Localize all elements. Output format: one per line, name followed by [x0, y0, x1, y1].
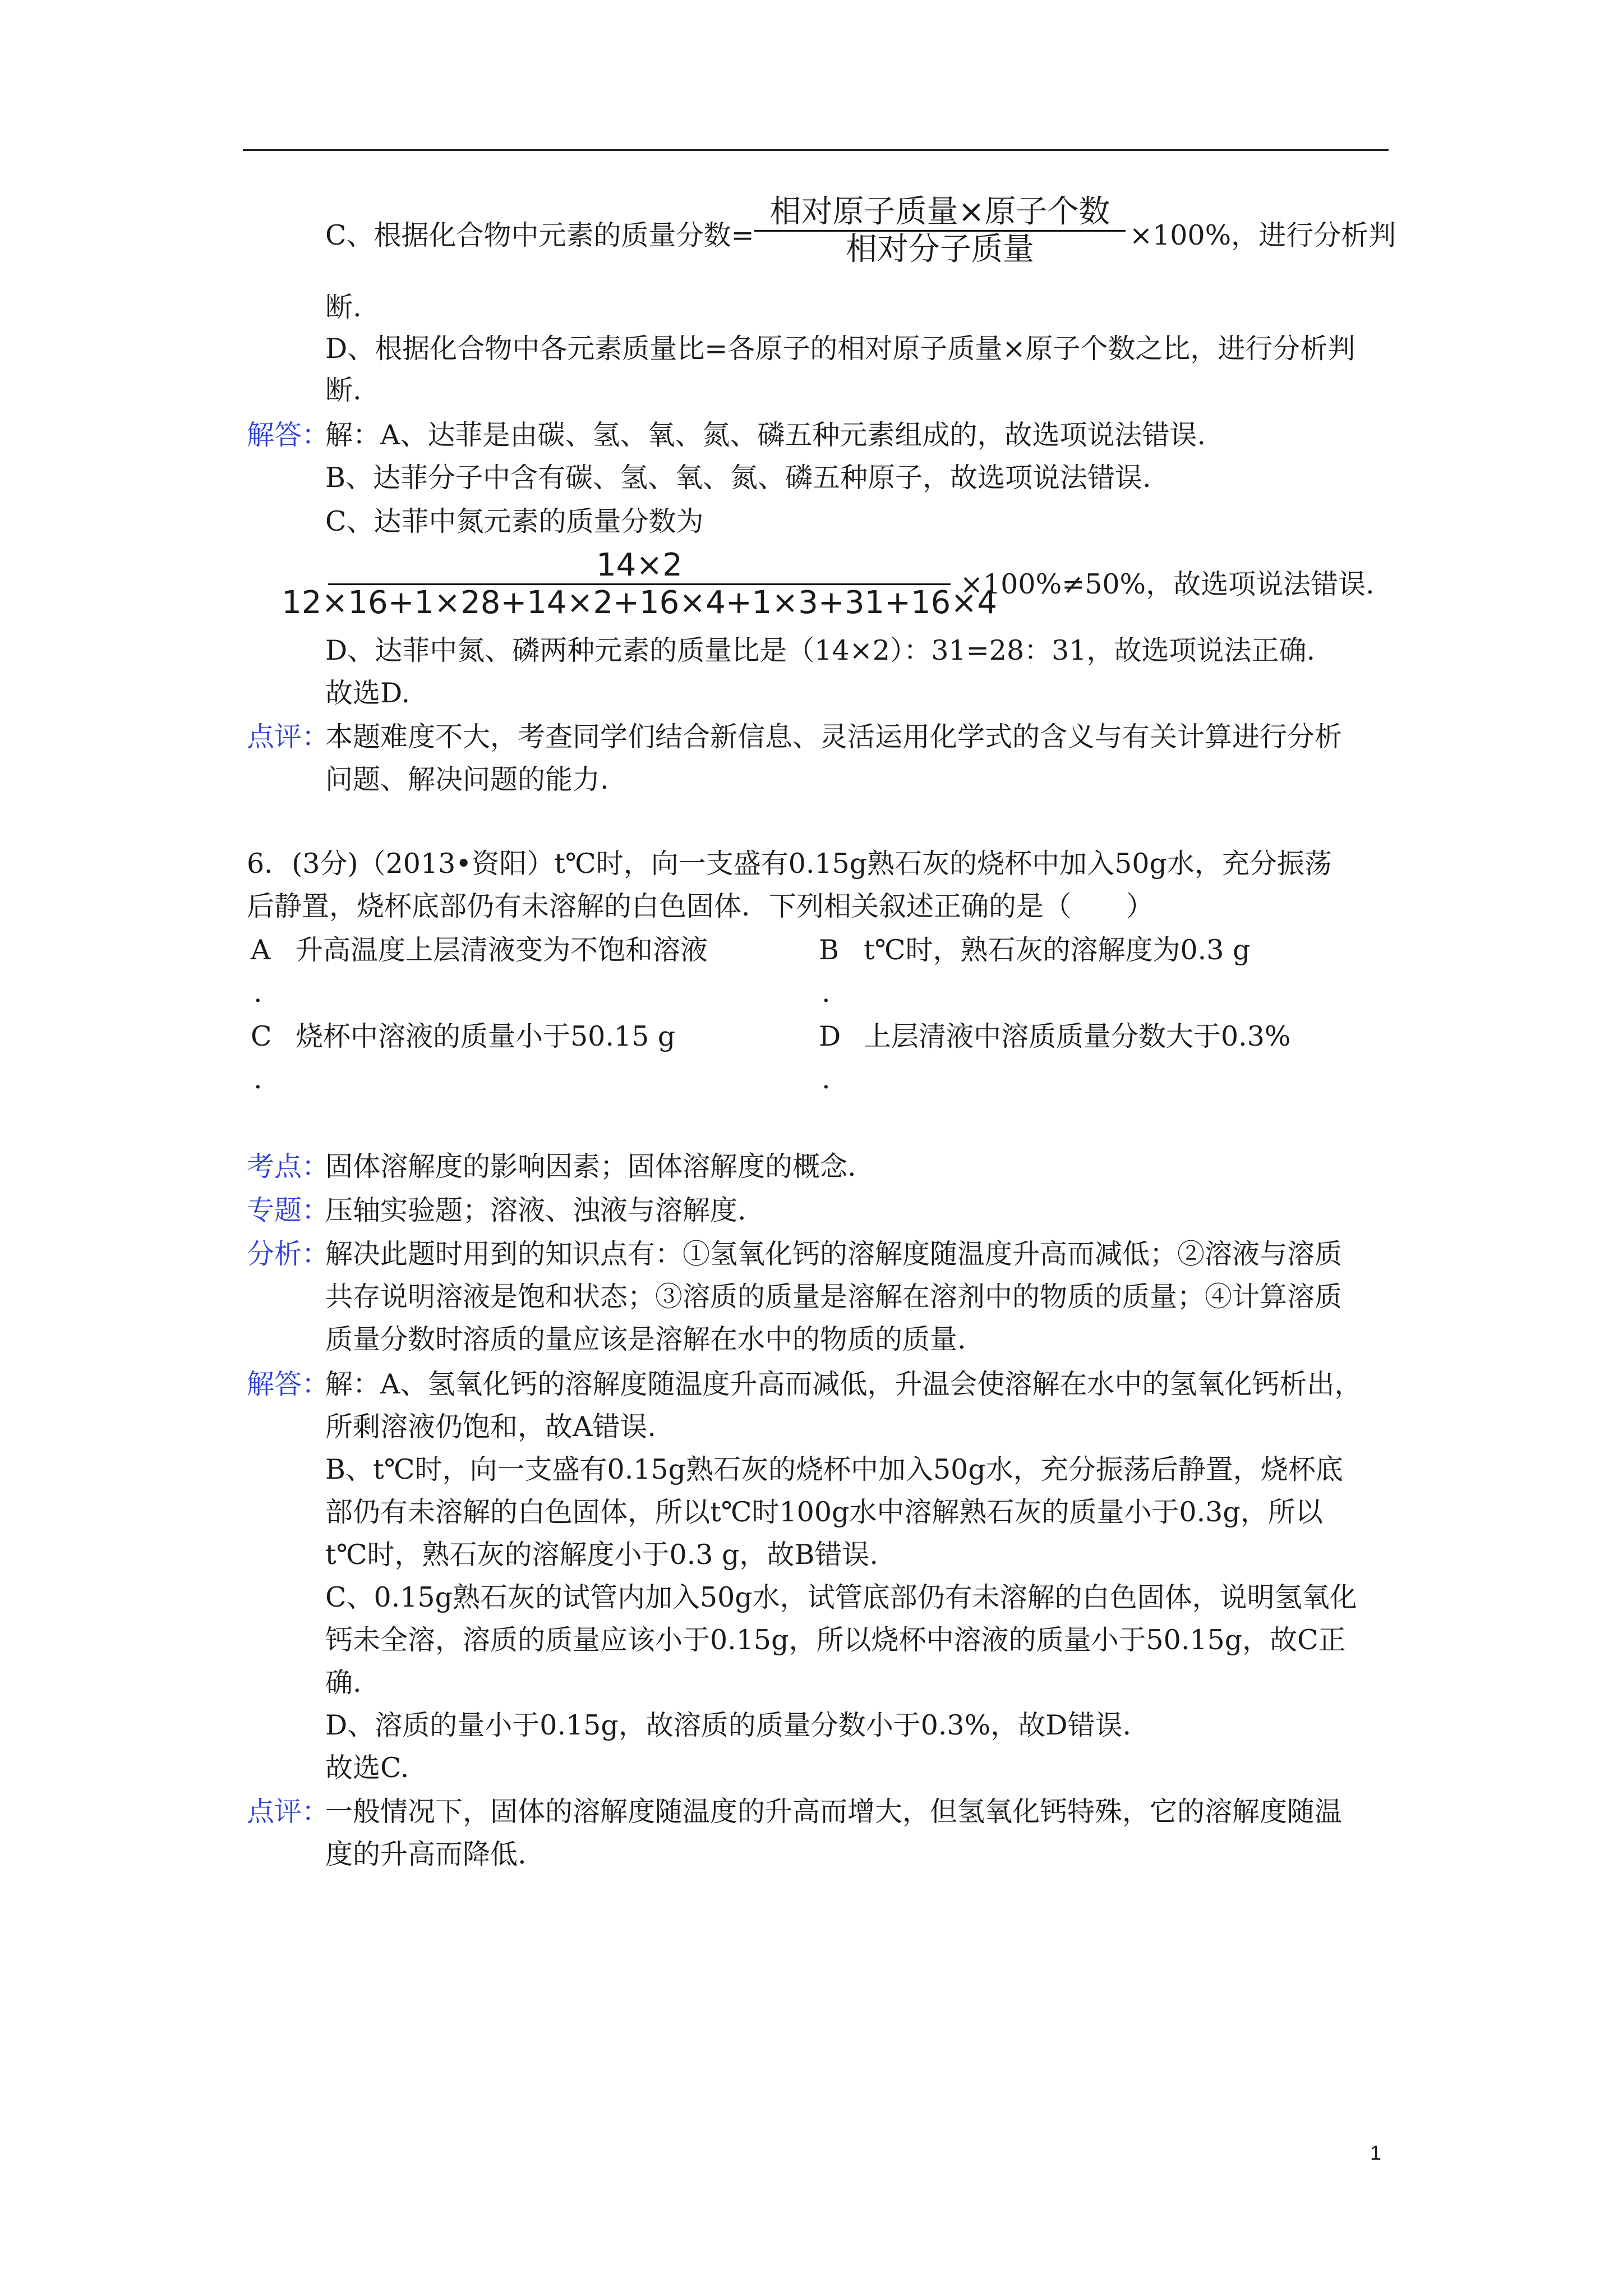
sol5-answer-fraction-suffix: ×100%≠50%，故选项说法错误.: [960, 568, 1375, 600]
q6-option-d-letter: D: [819, 1020, 841, 1052]
q6-kaodian-label: 考点：: [247, 1151, 330, 1182]
sol5-comment-line1: 本题难度不大，考查同学们结合新信息、灵活运用化学式的含义与有关计算进行分析: [325, 721, 1343, 753]
q6-dianping-line1: 一般情况下，固体的溶解度随温度的升高而增大，但氢氧化钙特殊，它的溶解度随温: [325, 1796, 1343, 1828]
q6-option-a-text: 升高温度上层清液变为不饱和溶液: [296, 934, 708, 966]
q6-option-d-text: 上层清液中溶质质量分数大于0.3%: [864, 1020, 1291, 1052]
q6-option-c-text: 烧杯中溶液的质量小于50.15 g: [296, 1020, 676, 1052]
q6-option-b-letter: B: [819, 934, 840, 966]
sol5-answer-final: 故选D.: [325, 677, 411, 709]
fraction-numerator: 相对原子质量×原子个数: [769, 194, 1110, 230]
q6-fenxi-line2: 共存说明溶液是饱和状态；③溶质的质量是溶解在溶剂中的物质的质量；④计算溶质: [325, 1281, 1343, 1313]
q6-stem-line1: 6．(3分)（2013•资阳）t℃时，向一支盛有0.15g熟石灰的烧杯中加入50g水，充分振荡: [247, 848, 1332, 880]
q6-zhuanti-label: 专题：: [247, 1194, 330, 1226]
q6-jieda-line8: 确.: [325, 1667, 362, 1699]
sol5-answer-a: 解：A、达菲是由碳、氢、氧、氮、磷五种元素组成的，故选项说法错误.: [325, 419, 1206, 451]
sol5-answer-c: C、达菲中氮元素的质量分数为: [325, 505, 704, 537]
q6-option-c-letter: C: [251, 1020, 272, 1052]
sol5-c-cont: 断.: [325, 291, 362, 323]
q6-jieda-line6: C、0.15g熟石灰的试管内加入50g水，试管底部仍有未溶解的白色固体，说明氢氧化: [325, 1581, 1357, 1613]
q6-kaodian: 固体溶解度的影响因素；固体溶解度的概念.: [325, 1151, 856, 1182]
q6-jieda-line9: D、溶质的量小于0.15g，故溶质的质量分数小于0.3%，故D错误.: [325, 1709, 1132, 1741]
sol5-d-line: D、根据化合物中各元素质量比=各原子的相对原子质量×原子个数之比，进行分析判: [325, 333, 1355, 365]
q6-dianping-label: 点评：: [247, 1796, 330, 1828]
q6-zhuanti: 压轴实验题；溶液、浊液与溶解度.: [325, 1194, 746, 1226]
q6-jieda-line3: B、t℃时，向一支盛有0.15g熟石灰的烧杯中加入50g水，充分振荡后静置，烧杯底: [325, 1453, 1343, 1485]
q6-jieda-line5: t℃时，熟石灰的溶解度小于0.3 g，故B错误.: [325, 1539, 878, 1571]
q6-option-b-text: t℃时，熟石灰的溶解度为0.3 g: [864, 934, 1251, 966]
sol5-comment-line2: 问题、解决问题的能力.: [325, 763, 609, 795]
sol5-d-cont: 断.: [325, 374, 362, 406]
sol5-answer-label: 解答：: [247, 419, 330, 451]
q6-option-a-letter: A: [251, 934, 271, 966]
sol5-answer-d: D、达菲中氮、磷两种元素的质量比是（14×2）：31=28：31，故选项说法正确.: [325, 634, 1316, 666]
sol5-answer-fraction: [282, 547, 997, 621]
q6-jieda-line2: 所剩溶液仍饱和，故A错误.: [325, 1411, 656, 1443]
sol5-c-prefix: C、根据化合物中元素的质量分数=: [325, 219, 754, 251]
q6-option-b-dot: .: [822, 977, 831, 1009]
q6-jieda-line7: 钙未全溶，溶质的质量应该小于0.15g，所以烧杯中溶液的质量小于50.15g，故C正: [325, 1624, 1346, 1656]
q6-jieda-line1: 解：A、氢氧化钙的溶解度随温度升高而减低，升温会使溶解在水中的氢氧化钙析出，: [325, 1368, 1362, 1400]
q6-fenxi-line3: 质量分数时溶质的量应该是溶解在水中的物质的质量.: [325, 1323, 966, 1355]
sol5-comment-label: 点评：: [247, 721, 330, 753]
fraction-denominator: 12×16+1×28+14×2+16×4+1×3+31+16×4: [282, 585, 997, 621]
sol5-answer-b: B、达菲分子中含有碳、氢、氧、氮、磷五种原子，故选项说法错误.: [325, 462, 1151, 494]
sol5-c-fraction: [754, 194, 1126, 268]
header-rule: [243, 149, 1389, 151]
sol5-c-suffix: ×100%，进行分析判: [1129, 219, 1396, 251]
fraction-denominator: 相对分子质量: [846, 231, 1034, 268]
q6-jieda-line10: 故选C.: [325, 1752, 409, 1784]
q6-dianping-line2: 度的升高而降低.: [325, 1838, 527, 1870]
q6-option-a-dot: .: [253, 977, 262, 1009]
q6-fenxi-line1: 解决此题时用到的知识点有：①氢氧化钙的溶解度随温度升高而减低；②溶液与溶质: [325, 1238, 1343, 1270]
fraction-numerator: 14×2: [596, 547, 683, 583]
page-number: 1: [1370, 2141, 1382, 2164]
q6-jieda-label: 解答：: [247, 1368, 330, 1400]
q6-option-c-dot: .: [253, 1063, 262, 1095]
q6-option-d-dot: .: [822, 1063, 831, 1095]
q6-fenxi-label: 分析：: [247, 1238, 330, 1270]
q6-jieda-line4: 部仍有未溶解的白色固体，所以t℃时100g水中溶解熟石灰的质量小于0.3g，所以: [325, 1496, 1323, 1528]
q6-stem-line2: 后静置，烧杯底部仍有未溶解的白色固体．下列相关叙述正确的是（ ）: [247, 890, 1154, 922]
